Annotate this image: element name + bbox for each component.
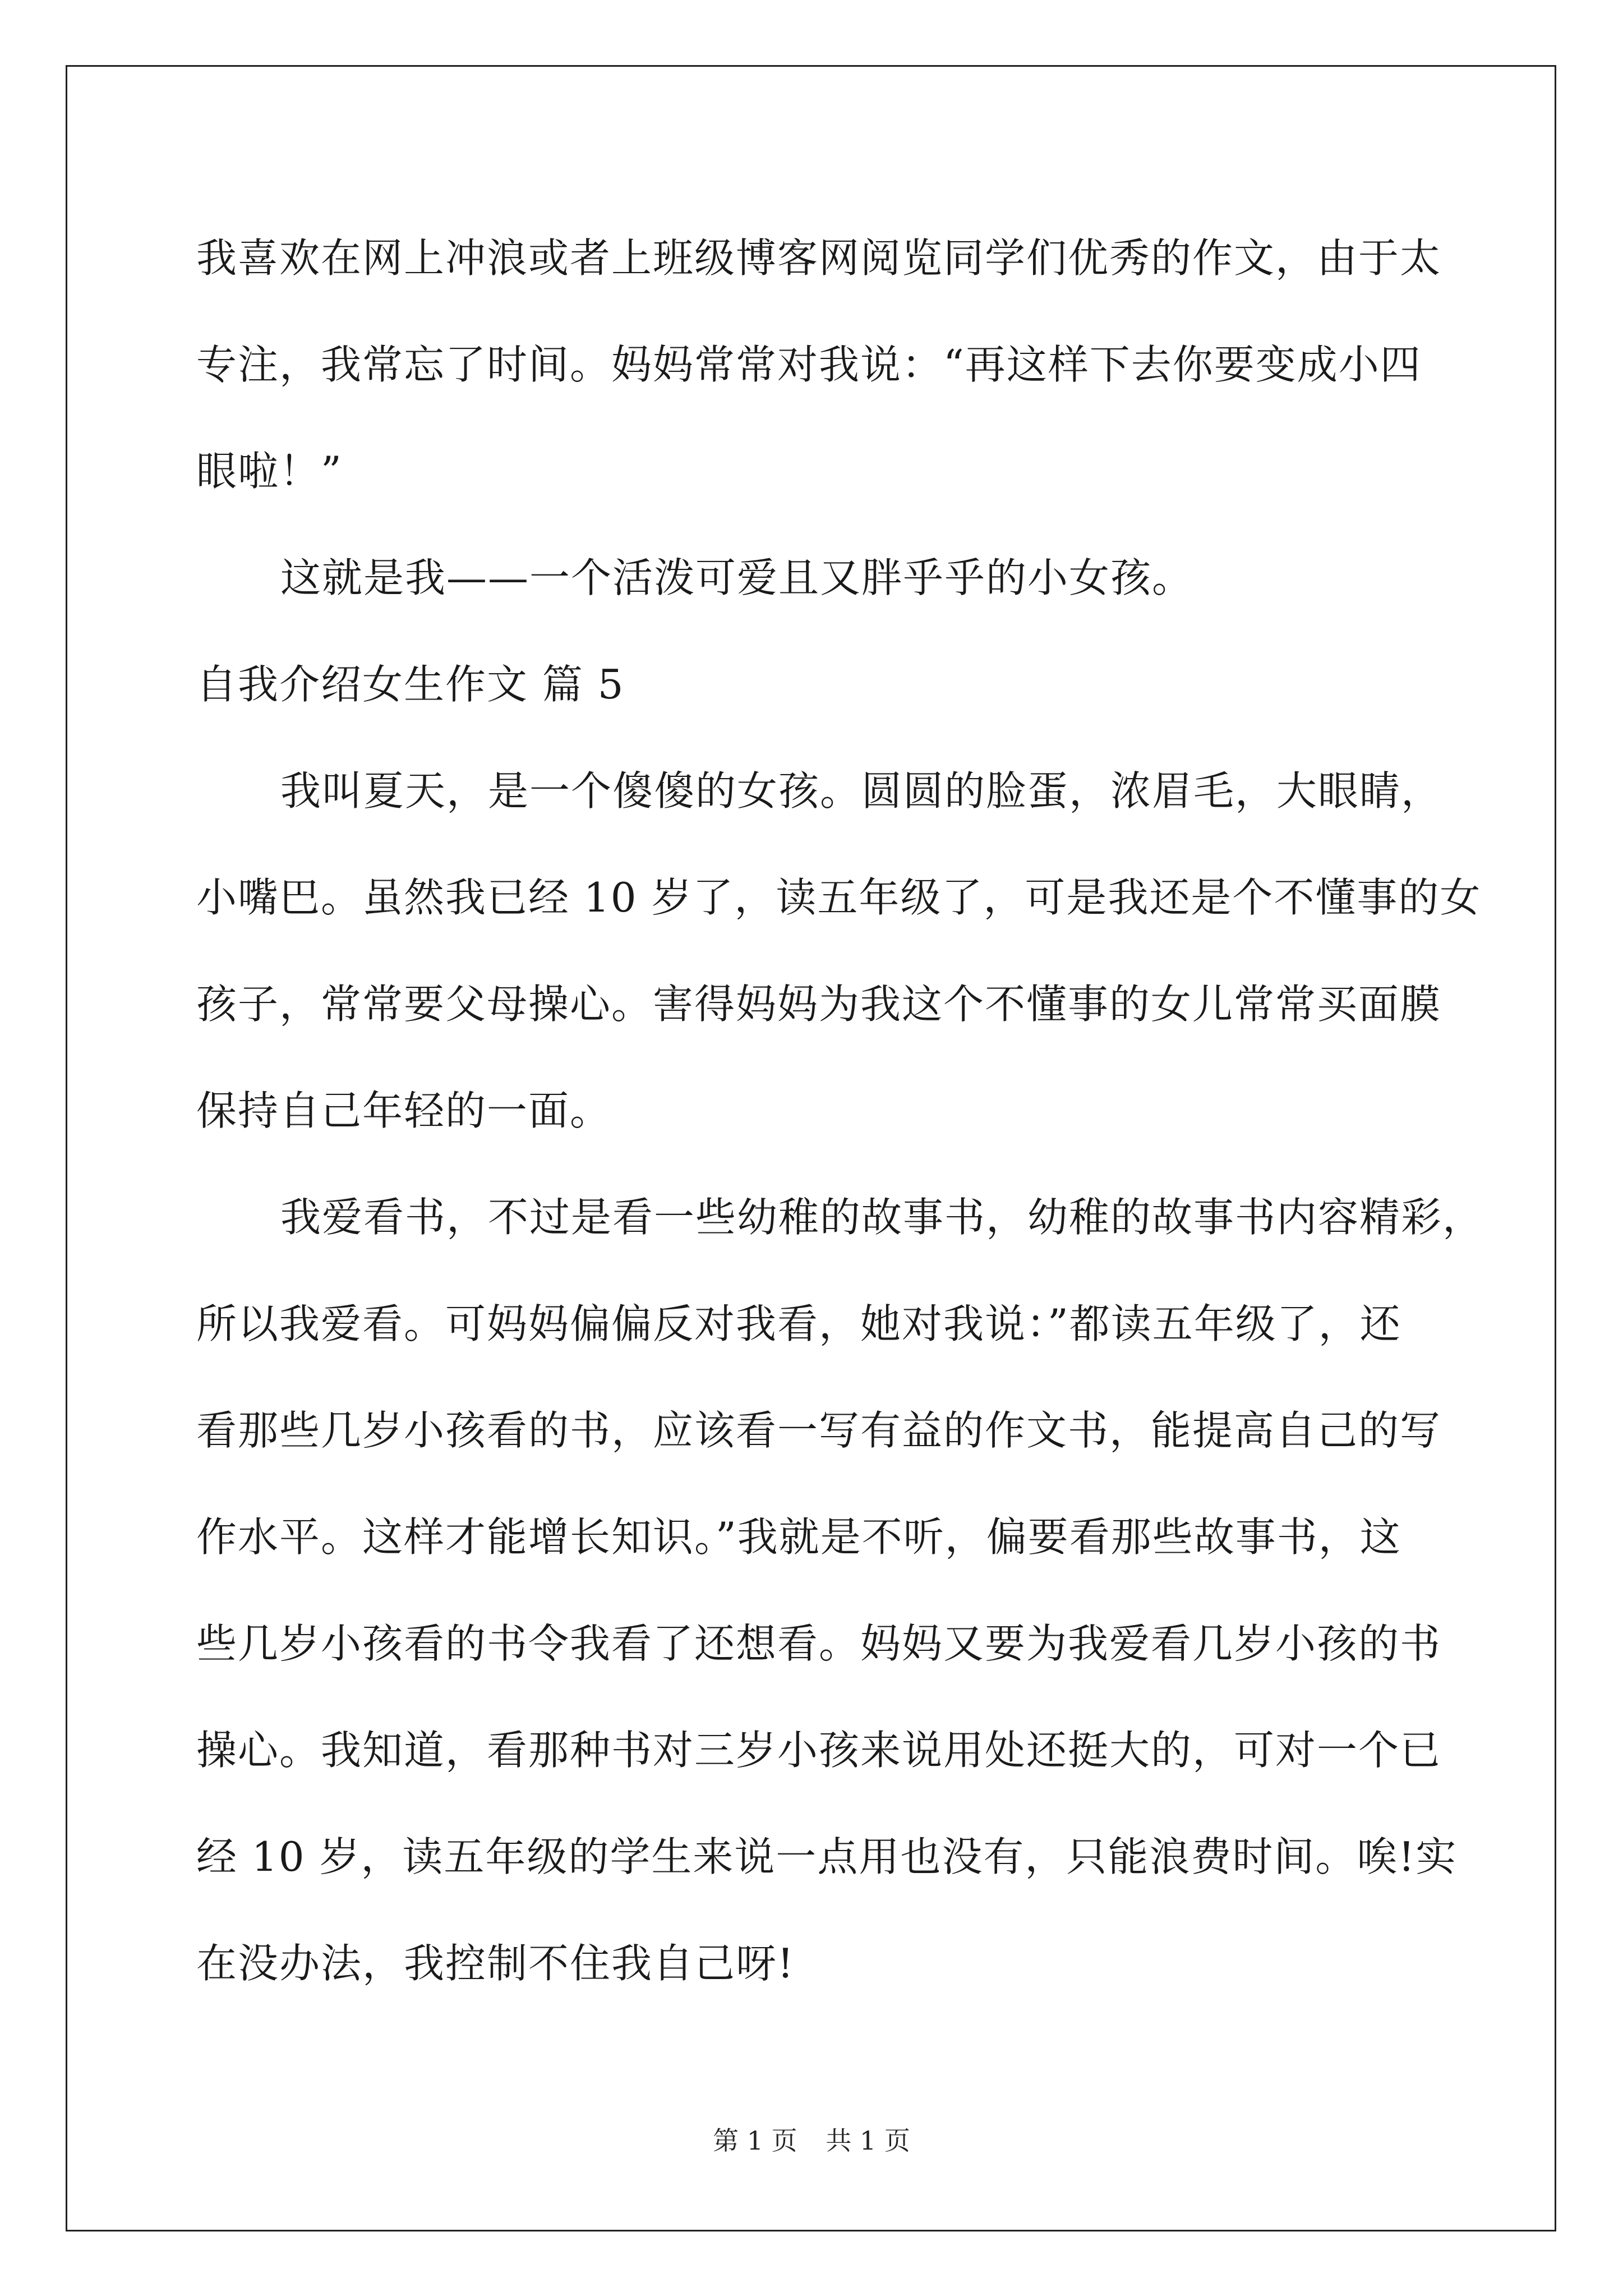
text-line: 在没办法，我控制不住我自己呀! — [196, 1940, 795, 1987]
document-body — [196, 205, 1484, 2017]
text-line: 小嘴巴。虽然我已经 10 岁了，读五年级了，可是我还是个不懂事的女 — [196, 874, 1482, 921]
text-line: 作水平。这样才能增长知识。”我就是不听，偏要看那些故事书，这 — [196, 1513, 1401, 1561]
page-number-current: 第 1 页 — [713, 2125, 797, 2156]
text-line: 孩子，常常要父母操心。害得妈妈为我这个不懂事的女儿常常买面膜 — [196, 981, 1442, 1028]
text-line: 我喜欢在网上冲浪或者上班级博客网阅览同学们优秀的作文，由于太 — [196, 234, 1442, 282]
text-line: 眼啦！” — [196, 448, 343, 495]
paragraph-line: 我爱看书，不过是看一些幼稚的故事书，幼稚的故事书内容精彩， — [280, 1194, 1484, 1241]
page-number-total: 共 1 页 — [826, 2125, 910, 2156]
paragraph-line: 我叫夏天，是一个傻傻的女孩。圆圆的脸蛋，浓眉毛，大眼睛， — [280, 767, 1443, 815]
text-line: 所以我爱看。可妈妈偏偏反对我看，她对我说：”都读五年级了，还 — [196, 1300, 1401, 1347]
text-line: 经 10 岁，读五年级的学生来说一点用也没有，只能浪费时间。唉!实 — [196, 1833, 1458, 1880]
section-heading: 自我介绍女生作文 篇 5 — [196, 661, 625, 708]
page-footer — [0, 2120, 1623, 2157]
text-line: 操心。我知道，看那种书对三岁小孩来说用处还挺大的，可对一个已 — [196, 1727, 1442, 1774]
text-line: 看那些几岁小孩看的书，应该看一写有益的作文书，能提高自己的写 — [196, 1407, 1442, 1454]
text-line: 专注，我常忘了时间。妈妈常常对我说：“再这样下去你要变成小四 — [196, 341, 1422, 388]
text-line: 保持自己年轻的一面。 — [196, 1087, 612, 1134]
paragraph-line: 这就是我——一个活泼可爱且又胖乎乎的小女孩。 — [280, 554, 1194, 601]
text-line: 些几岁小孩看的书令我看了还想看。妈妈又要为我爱看几岁小孩的书 — [196, 1620, 1442, 1667]
